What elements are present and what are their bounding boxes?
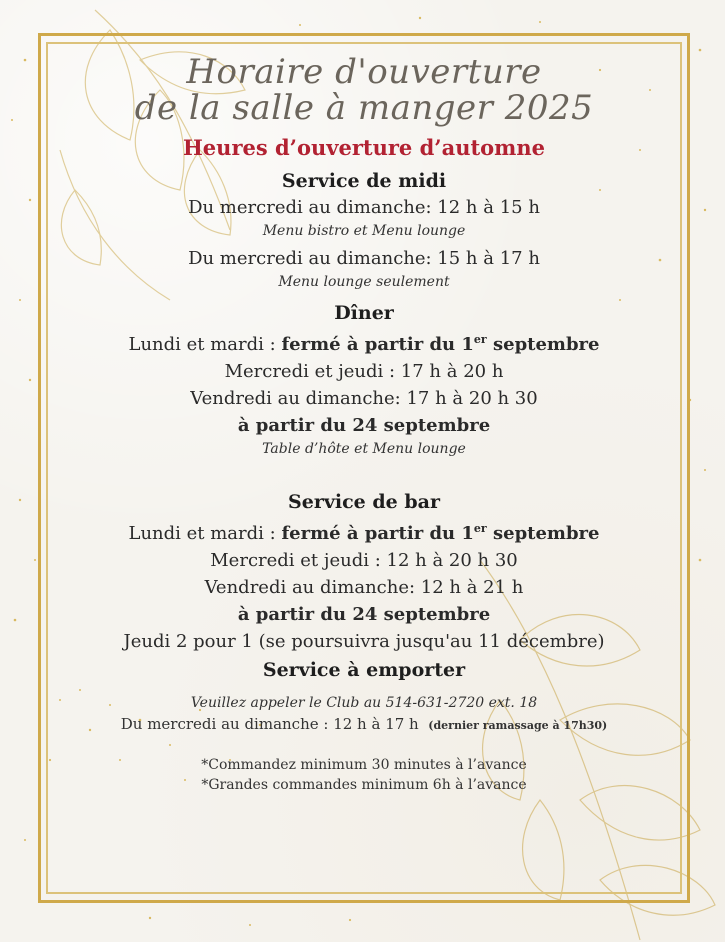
midi-section (50, 168, 678, 292)
diner-heading: Dîner (334, 302, 394, 324)
season-heading: Heures d’ouverture d’automne (182, 135, 546, 160)
emporter-footnote-2: *Grandes commandes minimum 6h à l’avance (201, 777, 527, 793)
emporter-heading: Service à emporter (262, 659, 466, 681)
emporter-footnote-1: *Commandez minimum 30 minutes à l’avance (201, 757, 527, 773)
bar-section (50, 489, 678, 655)
emporter-note: Veuillez appeler le Club au 514-631-2720 ext. 18 (190, 695, 538, 711)
bar-line-1-prefix: Lundi et mardi : (128, 523, 282, 544)
diner-line-4: à partir du 24 septembre (237, 415, 491, 436)
schedule-content (50, 54, 678, 795)
title-line-2: de la salle à manger 2025 (134, 88, 594, 128)
midi-line-1: Du mercredi au dimanche: 12 h à 15 h (188, 197, 540, 218)
bar-line-1-suffix: septembre (486, 523, 600, 544)
diner-line-1-suffix: septembre (486, 334, 600, 355)
bar-line-1-bold: fermé à partir du 1 (281, 523, 474, 544)
diner-line-1-bold: fermé à partir du 1 (281, 334, 474, 355)
midi-heading: Service de midi (281, 170, 447, 192)
bar-line-5: Jeudi 2 pour 1 (se poursuivra jusqu'au 11 décembre) (123, 631, 605, 652)
page-title (50, 54, 678, 126)
midi-note-1: Menu bistro et Menu lounge (262, 223, 466, 239)
emporter-line-1-extra: (dernier ramassage à 17h30) (428, 719, 608, 732)
diner-note: Table d’hôte et Menu lounge (262, 441, 466, 457)
diner-section (50, 300, 678, 459)
diner-line-2: Mercredi et jeudi : 17 h à 20 h (224, 361, 504, 382)
bar-line-4: à partir du 24 septembre (237, 604, 491, 625)
emporter-section (50, 657, 678, 795)
bar-line-1-sup: er (473, 522, 487, 535)
diner-line-1-prefix: Lundi et mardi : (128, 334, 282, 355)
title-line-1: Horaire d'ouverture (186, 52, 542, 92)
bar-line-1 (50, 515, 678, 547)
bar-line-2: Mercredi et jeudi : 12 h à 20 h 30 (210, 550, 518, 571)
emporter-line-1-text: Du mercredi au dimanche : 12 h à 17 h (120, 715, 419, 733)
midi-note-2: Menu lounge seulement (278, 274, 450, 290)
bar-line-3: Vendredi au dimanche: 12 h à 21 h (204, 577, 524, 598)
diner-line-3: Vendredi au dimanche: 17 h à 20 h 30 (190, 388, 538, 409)
bar-heading: Service de bar (288, 491, 440, 513)
emporter-line-1 (50, 713, 678, 737)
diner-line-1-sup: er (473, 333, 487, 346)
midi-line-2: Du mercredi au dimanche: 15 h à 17 h (188, 248, 540, 269)
diner-line-1 (50, 326, 678, 358)
